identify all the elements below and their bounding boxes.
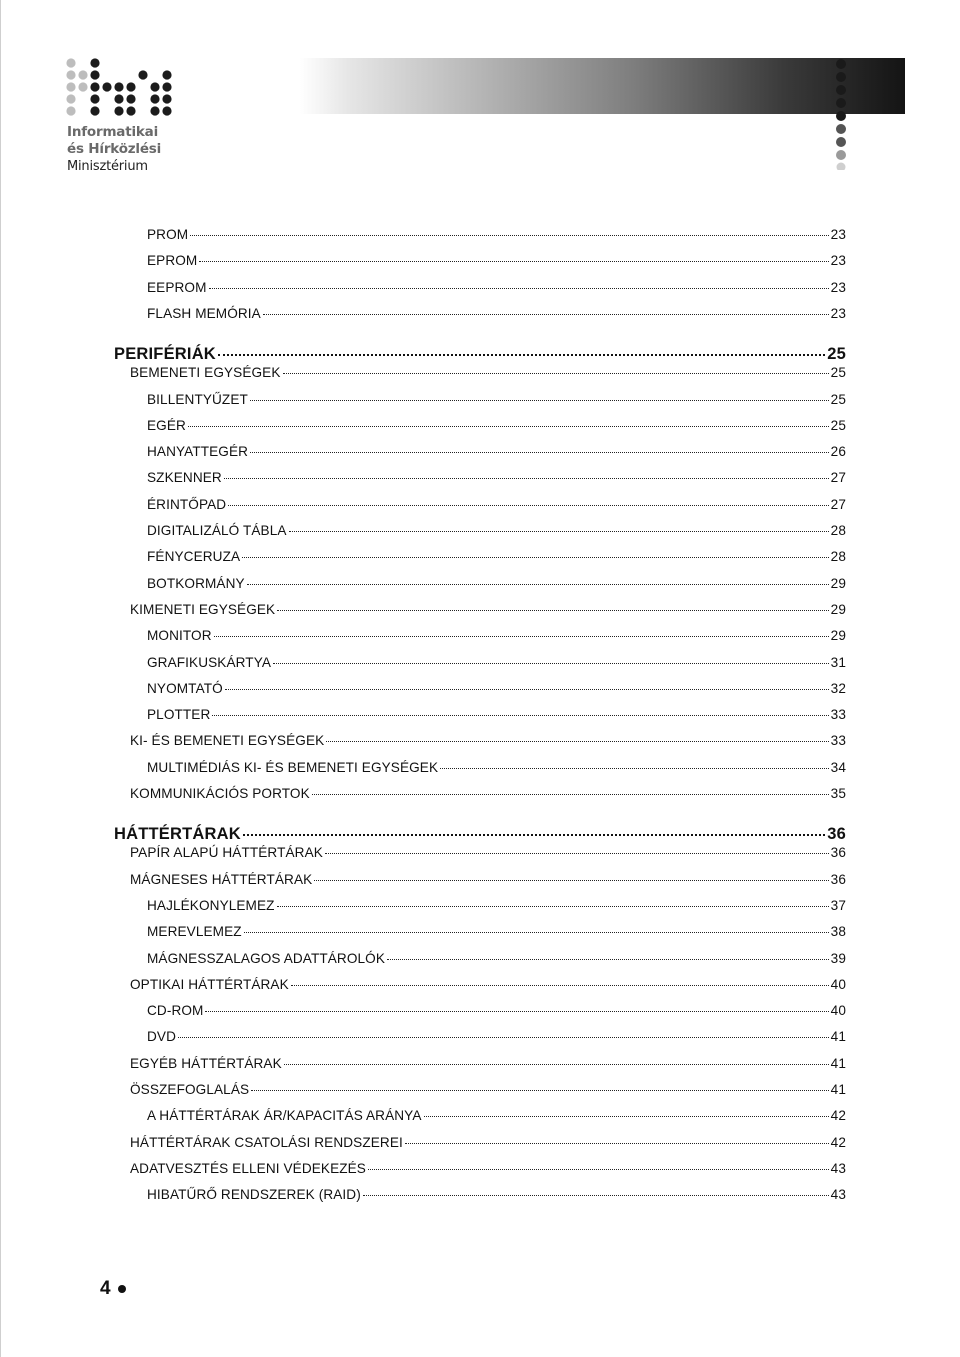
toc-entry-title: PAPÍR ALAPÚ HÁTTÉRTÁRAK (130, 845, 323, 861)
logo-line-3: Minisztérium (67, 159, 148, 174)
toc-dot-leader (326, 740, 828, 742)
toc-entry-title: MÁGNESES HÁTTÉRTÁRAK (130, 871, 313, 887)
toc-entry-page: 33 (830, 707, 846, 723)
toc-dot-leader (178, 1036, 829, 1038)
logo-line-2: és Hírközlési (67, 141, 162, 157)
toc-entry-page: 25 (830, 417, 846, 433)
toc-dot-leader (214, 635, 829, 637)
toc-dot-leader (363, 1194, 829, 1196)
toc-entry-page: 41 (830, 1082, 846, 1097)
toc-dot-leader (218, 353, 825, 356)
toc-entry-page: 23 (830, 227, 846, 242)
toc-entry-title: PERIFÉRIÁK (114, 345, 216, 364)
toc-entry-page: 41 (830, 1055, 846, 1071)
toc-dot-leader (405, 1142, 829, 1144)
toc-entry[interactable] (147, 576, 846, 596)
toc-dot-leader (283, 372, 829, 374)
toc-entry-page: 33 (830, 733, 846, 749)
toc-entry[interactable] (130, 786, 846, 806)
toc-entry[interactable] (147, 444, 846, 464)
toc-entry-title: KI- ÉS BEMENETI EGYSÉGEK (130, 733, 325, 749)
toc-entry[interactable] (147, 760, 846, 780)
toc-entry-page: 29 (830, 628, 846, 644)
toc-dot-leader (212, 714, 828, 716)
toc-entry-page: 27 (830, 470, 846, 486)
toc-entry-title: EGYÉB HÁTTÉRTÁRAK (130, 1055, 282, 1071)
toc-entry-page: 35 (830, 786, 846, 801)
toc-dot-leader (440, 767, 829, 769)
toc-entry-page: 29 (830, 601, 846, 617)
toc-entry[interactable] (130, 1082, 846, 1102)
toc-entry-page: 34 (830, 759, 846, 775)
toc-entry-title: A HÁTTÉRTÁRAK ÁR/KAPACITÁS ARÁNYA (147, 1108, 422, 1124)
toc-entry[interactable] (147, 523, 846, 543)
logo-line-1: Informatikai (67, 124, 159, 140)
toc-entry-title: HÁTTÉRTÁRAK (114, 825, 241, 844)
toc-entry-page: 26 (830, 444, 846, 460)
toc-entry-title: EEPROM (147, 279, 207, 295)
toc-dot-leader (209, 287, 829, 289)
header-dots-icon (834, 58, 848, 170)
toc-entry[interactable] (147, 1108, 846, 1128)
toc-dot-leader (263, 313, 829, 315)
toc-entry-title: BILLENTYŰZET (147, 391, 248, 407)
toc-dot-leader (250, 451, 829, 453)
toc-dot-leader (243, 833, 825, 836)
toc-entry-title: HAJLÉKONYLEMEZ (147, 897, 275, 913)
toc-entry[interactable] (147, 1003, 846, 1023)
ministry-logo (62, 56, 192, 186)
toc-entry[interactable] (130, 1135, 846, 1155)
toc-dot-leader (224, 477, 829, 479)
toc-entry-title: FLASH MEMÓRIA (147, 305, 261, 321)
toc-entry[interactable] (147, 951, 846, 971)
toc-entry[interactable] (147, 628, 846, 648)
page-number: 4 (100, 1278, 111, 1299)
toc-entry-page: 42 (830, 1134, 846, 1150)
toc-entry[interactable] (130, 845, 846, 865)
toc-entry[interactable] (147, 924, 846, 944)
toc-entry-page: 28 (830, 549, 846, 565)
toc-entry-title: MEREVLEMEZ (147, 924, 242, 940)
toc-entry-page: 42 (830, 1108, 846, 1124)
toc-entry-page: 41 (830, 1029, 846, 1045)
toc-entry[interactable] (147, 470, 846, 490)
toc-dot-leader (289, 530, 829, 532)
toc-entry[interactable] (147, 497, 846, 517)
toc-entry-page: 23 (830, 305, 846, 321)
toc-entry-title: KIMENETI EGYSÉGEK (130, 601, 276, 617)
toc-entry[interactable] (147, 1029, 846, 1049)
toc-entry-page: 43 (830, 1160, 846, 1176)
header-gradient-bar (300, 58, 905, 114)
page-footer (100, 1278, 126, 1300)
toc-entry-page: 43 (830, 1187, 846, 1203)
toc-dot-leader (273, 662, 829, 664)
toc-entry-page: 28 (830, 523, 846, 538)
toc-dot-leader (424, 1115, 829, 1117)
toc-dot-leader (250, 399, 829, 401)
footer-dot-icon (118, 1285, 126, 1293)
toc-dot-leader (228, 504, 828, 506)
toc-entry-title: DIGITALIZÁLÓ TÁBLA (147, 523, 287, 538)
logo-text (67, 124, 161, 175)
toc-entry-title: PROM (147, 227, 189, 242)
toc-entry-page: 40 (830, 1003, 846, 1019)
toc-entry[interactable] (130, 365, 846, 385)
toc-dot-leader (205, 1010, 828, 1012)
toc-dot-leader (325, 852, 829, 854)
toc-entry[interactable] (130, 872, 846, 892)
toc-entry-title: ÖSSZEFOGLALÁS (130, 1082, 250, 1097)
toc-entry-page: 40 (830, 976, 846, 992)
toc-entry[interactable] (130, 1161, 846, 1181)
toc-entry[interactable] (147, 227, 846, 247)
toc-entry-title: GRAFIKUSKÁRTYA (147, 654, 272, 670)
toc-dot-leader (251, 1089, 829, 1091)
toc-dot-leader (368, 1168, 829, 1170)
page-edge (0, 0, 1, 1357)
toc-entry[interactable] (147, 655, 846, 675)
toc-entry-title: MONITOR (147, 628, 212, 644)
toc-entry[interactable] (130, 733, 846, 753)
toc-entry[interactable] (130, 1056, 846, 1076)
toc-entry-title: NYOMTATÓ (147, 680, 223, 696)
toc-entry-title: BOTKORMÁNY (147, 575, 245, 591)
toc-entry[interactable] (147, 418, 846, 438)
toc-entry[interactable] (147, 392, 846, 412)
toc-entry-title: SZKENNER (147, 470, 222, 486)
toc-dot-leader (284, 1063, 829, 1065)
toc-entry-title: MÁGNESSZALAGOS ADATTÁROLÓK (147, 950, 386, 966)
toc-entry-title: OPTIKAI HÁTTÉRTÁRAK (130, 976, 289, 992)
toc-dot-leader (242, 556, 829, 558)
toc-dot-leader (244, 931, 829, 933)
toc-entry[interactable] (147, 253, 846, 273)
toc-entry-title: DVD (147, 1029, 177, 1045)
toc-dot-leader (312, 793, 829, 795)
toc-entry-title: PLOTTER (147, 707, 211, 723)
toc-entry-title: HÁTTÉRTÁRAK CSATOLÁSI RENDSZEREI (130, 1134, 403, 1150)
toc-entry-title: KOMMUNIKÁCIÓS PORTOK (130, 786, 310, 801)
toc-entry-title: HIBATŰRŐ RENDSZEREK (RAID) (147, 1187, 361, 1203)
toc-entry-page: 32 (830, 680, 846, 696)
toc-dot-leader (225, 688, 829, 690)
toc-entry-page: 27 (830, 496, 846, 512)
toc-entry-page: 36 (827, 825, 846, 844)
toc-entry[interactable] (147, 707, 846, 727)
toc-entry[interactable] (147, 1187, 846, 1207)
toc-entry-title: CD-ROM (147, 1003, 204, 1019)
toc-entry[interactable] (130, 602, 846, 622)
toc-entry-page: 31 (830, 654, 846, 670)
toc-entry-title: ÉRINTŐPAD (147, 496, 227, 512)
toc-entry[interactable] (147, 306, 846, 326)
toc-entry-title: EPROM (147, 253, 198, 269)
toc-entry-page: 29 (830, 575, 846, 591)
toc-entry[interactable] (147, 280, 846, 300)
toc-entry-page: 25 (827, 345, 846, 364)
toc-entry-title: HANYATTEGÉR (147, 444, 249, 460)
toc-dot-leader (291, 984, 829, 986)
toc-dot-leader (314, 879, 828, 881)
toc-entry-title: EGÉR (147, 417, 186, 433)
toc-entry[interactable] (147, 549, 846, 569)
toc-entry-page: 23 (830, 253, 846, 269)
toc-dot-leader (247, 583, 829, 585)
toc-entry[interactable] (147, 898, 846, 918)
toc-entry-page: 36 (830, 845, 846, 861)
toc-entry-page: 38 (830, 924, 846, 940)
toc-entry[interactable] (147, 681, 846, 701)
toc-dot-leader (190, 234, 828, 236)
ihm-dot-logo-icon (62, 56, 192, 120)
toc-entry-title: MULTIMÉDIÁS KI- ÉS BEMENETI EGYSÉGEK (147, 759, 439, 775)
toc-entry-page: 36 (830, 871, 846, 887)
toc-dot-leader (277, 609, 828, 611)
toc-entry-page: 37 (830, 897, 846, 913)
toc-entry-page: 39 (830, 950, 846, 966)
toc-entry-page: 25 (830, 365, 846, 381)
toc-entry-page: 25 (830, 391, 846, 407)
toc-entry-title: BEMENETI EGYSÉGEK (130, 365, 281, 381)
toc-entry-title: FÉNYCERUZA (147, 549, 241, 565)
toc-entry-title: ADATVESZTÉS ELLENI VÉDEKEZÉS (130, 1160, 366, 1176)
toc-dot-leader (277, 905, 829, 907)
toc-entry[interactable] (130, 977, 846, 997)
toc-dot-leader (199, 260, 828, 262)
toc-entry-page: 23 (830, 279, 846, 295)
toc-dot-leader (387, 958, 829, 960)
toc-dot-leader (188, 425, 829, 427)
